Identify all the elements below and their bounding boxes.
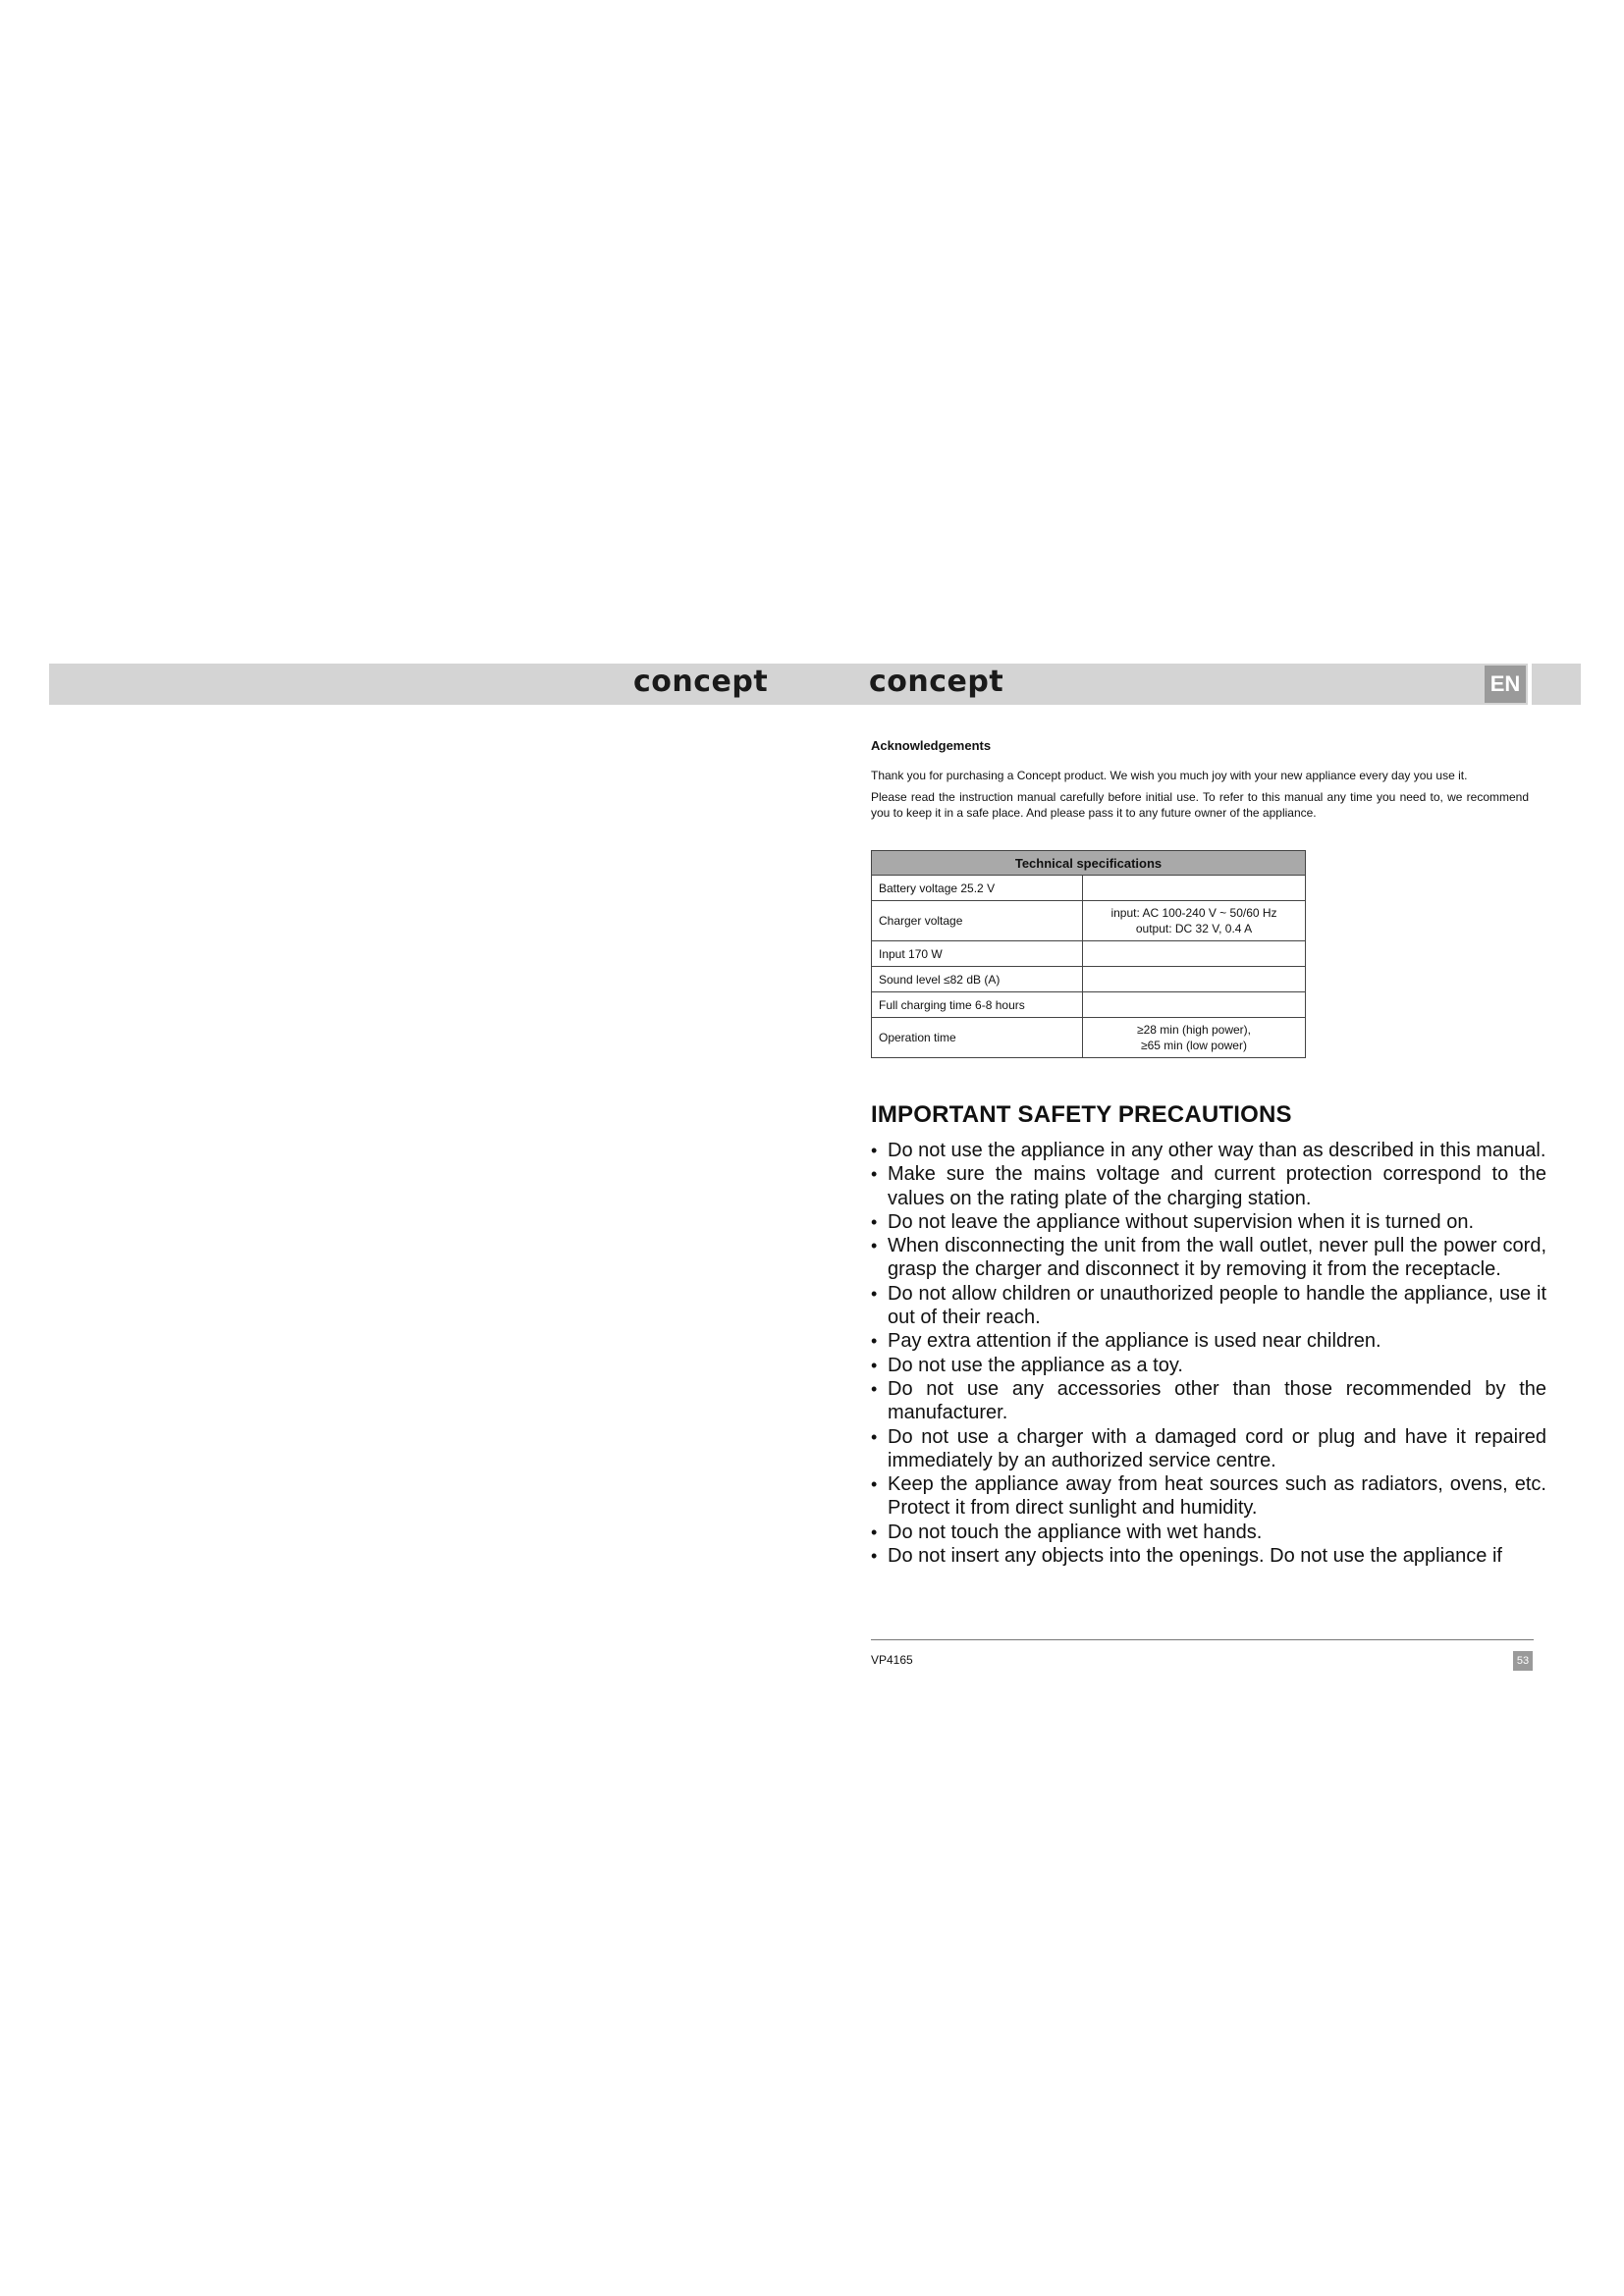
specs-label: Operation time [872, 1018, 1083, 1058]
specs-label: Input 170 W [872, 941, 1083, 967]
safety-item: • When disconnecting the unit from the wall outlet, never pull the power cord, grasp the charger and disconnect it by removing it from the receptacle. [871, 1234, 1546, 1282]
specs-label: Battery voltage 25.2 V [872, 876, 1083, 901]
specs-label: Sound level ≤82 dB (A) [872, 967, 1083, 992]
specs-value [1083, 876, 1306, 901]
safety-item: • Do not touch the appliance with wet hands. [871, 1521, 1546, 1544]
language-badge: EN [1485, 666, 1526, 703]
specs-value-line: ≥65 min (low power) [1141, 1039, 1247, 1052]
safety-item: • Do not allow children or unauthorized people to handle the appliance, use it out of their reach. [871, 1282, 1546, 1330]
specs-value-line: input: AC 100-240 V ~ 50/60 Hz [1110, 906, 1277, 920]
specs-value [1083, 941, 1306, 967]
safety-item: • Make sure the mains voltage and current protection correspond to the values on the rating plate of the charging station. [871, 1162, 1546, 1210]
page-number-badge: 53 [1513, 1651, 1533, 1671]
safety-item: • Do not use a charger with a damaged cord or plug and have it repaired immediately by an authorized service centre. [871, 1425, 1546, 1473]
language-badge-separator [1528, 664, 1532, 705]
footer-divider [871, 1639, 1534, 1640]
safety-item: • Do not insert any objects into the openings. Do not use the appliance if [871, 1544, 1546, 1568]
specs-value-line: ≥28 min (high power), [1137, 1023, 1251, 1037]
specs-row [872, 876, 1306, 901]
safety-item: • Do not use the appliance as a toy. [871, 1354, 1546, 1377]
header-band [49, 664, 1581, 705]
specs-row [872, 941, 1306, 967]
safety-item: • Do not use the appliance in any other way than as described in this manual. [871, 1139, 1546, 1162]
specs-row [872, 1018, 1306, 1058]
specs-label: Charger voltage [872, 901, 1083, 941]
acknowledgements-paragraph: Please read the instruction manual carefully before initial use. To refer to this manual any time you need to, we recommend you to keep it in a safe place. And please pass it to any future owner of the appliance. [871, 790, 1529, 820]
specs-table-title: Technical specifications [872, 851, 1306, 876]
specs-value [1083, 1018, 1306, 1058]
safety-list [871, 1139, 1546, 1568]
brand-logo-right: concept [869, 665, 1004, 699]
footer-model-number: VP4165 [871, 1653, 913, 1667]
safety-item: • Do not use any accessories other than those recommended by the manufacturer. [871, 1377, 1546, 1425]
acknowledgements-paragraph: Thank you for purchasing a Concept product. We wish you much joy with your new appliance every day you use it. [871, 769, 1468, 782]
specs-value [1083, 967, 1306, 992]
specs-value [1083, 992, 1306, 1018]
safety-item: • Do not leave the appliance without supervision when it is turned on. [871, 1210, 1546, 1234]
safety-heading: IMPORTANT SAFETY PRECAUTIONS [871, 1101, 1292, 1128]
acknowledgements-heading: Acknowledgements [871, 738, 992, 753]
safety-item: • Keep the appliance away from heat sources such as radiators, ovens, etc. Protect it from direct sunlight and humidity. [871, 1472, 1546, 1521]
specs-row [872, 967, 1306, 992]
specs-label: Full charging time 6-8 hours [872, 992, 1083, 1018]
specs-row [872, 992, 1306, 1018]
brand-logo-left: concept [633, 665, 769, 699]
specs-row [872, 901, 1306, 941]
specs-value-line: output: DC 32 V, 0.4 A [1135, 922, 1253, 935]
safety-item: • Pay extra attention if the appliance is used near children. [871, 1329, 1546, 1353]
technical-specifications-table [871, 850, 1306, 1058]
specs-value [1083, 901, 1306, 941]
